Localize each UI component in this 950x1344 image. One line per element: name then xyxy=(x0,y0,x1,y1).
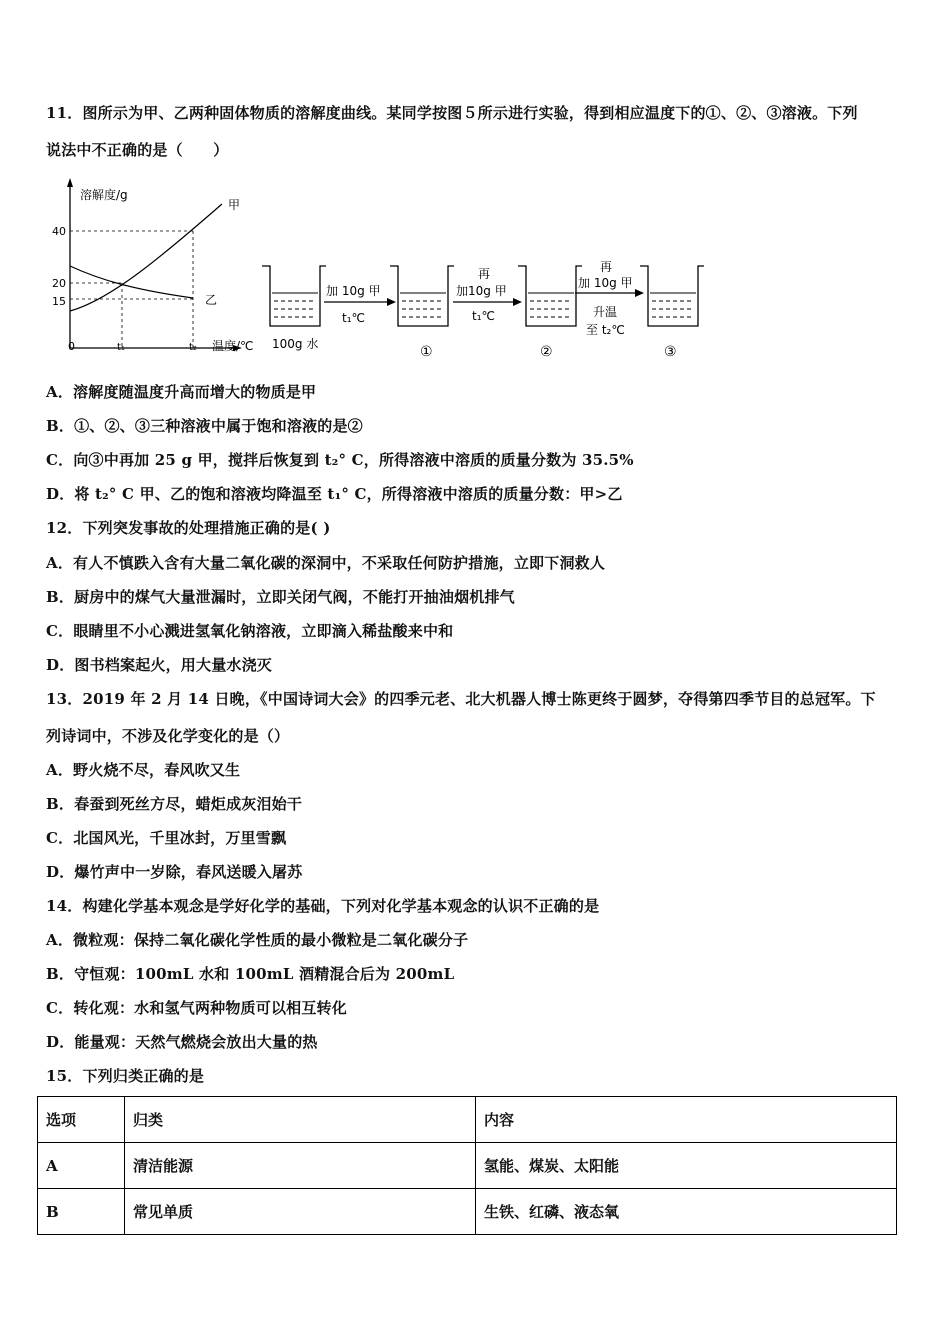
q12-stem: 12．下列突发事故的处理措施正确的是( ) xyxy=(46,519,331,537)
experiment-sequence xyxy=(262,260,704,360)
curve-yi xyxy=(70,266,193,298)
q14-stem: 14．构建化学基本观念是学好化学的基础，下列对化学基本观念的认识不正确的是 xyxy=(46,897,600,915)
q13-stem-line2: 列诗词中，不涉及化学变化的是（） xyxy=(46,727,290,745)
q13-option-b: B．春蚕到死丝方尽，蜡炬成灰泪始干 xyxy=(46,795,303,813)
step3-mid: 加 10g 甲 xyxy=(578,276,633,290)
q11-option-b: B．①、②、③三种溶液中属于饱和溶液的是② xyxy=(46,417,363,435)
y-tick-20: 20 xyxy=(52,277,66,290)
q14-option-a: A．微粒观：保持二氧化碳化学性质的最小微粒是二氧化碳分子 xyxy=(46,931,469,949)
guide-lines xyxy=(70,231,193,348)
table-cell: 清洁能源 xyxy=(125,1143,476,1189)
y-axis-label: 溶解度/g xyxy=(80,188,128,202)
beaker-3-label: ③ xyxy=(664,344,677,360)
q12-option-a: A．有人不慎跌入含有大量二氧化碳的深洞中，不采取任何防护措施，立即下洞救人 xyxy=(46,554,606,572)
curve-jia xyxy=(70,204,222,311)
q12-option-c: C．眼睛里不小心溅进氢氧化钠溶液，立即滴入稀盐酸来中和 xyxy=(46,622,454,640)
table-header-cell: 归类 xyxy=(125,1097,476,1143)
q14-option-d: D．能量观：天然气燃烧会放出大量的热 xyxy=(46,1033,318,1051)
curve-yi-label: 乙 xyxy=(205,293,218,307)
q11-option-d: D．将 t₂° C 甲、乙的饱和溶液均降温至 t₁° C，所得溶液中溶质的质量分数：甲>乙 xyxy=(46,485,623,503)
table-header-row xyxy=(38,1097,897,1143)
q13-option-c: C．北国风光，千里冰封，万里雪飘 xyxy=(46,829,287,847)
beaker-2-label: ② xyxy=(540,344,553,360)
q11-option-c: C．向③中再加 25 g 甲，搅拌后恢复到 t₂° C，所得溶液中溶质的质量分数为 35.5% xyxy=(46,451,634,469)
y-axis-arrow xyxy=(67,178,73,187)
beaker-start-label: 100g 水 xyxy=(272,337,319,351)
q13-option-d: D．爆竹声中一岁除，春风送暖入屠苏 xyxy=(46,863,303,881)
step3-bottom2: 至 t₂℃ xyxy=(586,323,625,337)
q11-figure xyxy=(40,178,740,368)
table-row xyxy=(38,1189,897,1235)
q13-option-a: A．野火烧不尽，春风吹又生 xyxy=(46,761,241,779)
q13-stem-line1: 13．2019 年 2 月 14 日晚，《中国诗词大会》的四季元老、北大机器人博士陈更终于圆梦，夺得第四季节目的总冠军。下 xyxy=(46,690,876,708)
beaker-2 xyxy=(518,266,582,326)
y-tick-40: 40 xyxy=(52,225,66,238)
step2-top: 再 xyxy=(478,267,491,281)
step2-mid: 加10g 甲 xyxy=(456,284,507,298)
q12-option-b: B．厨房中的煤气大量泄漏时，立即关闭气阀，不能打开抽油烟机排气 xyxy=(46,588,515,606)
solubility-graph xyxy=(52,178,254,353)
x-tick-0: 0 xyxy=(68,340,75,353)
x-axis-label: 温度/℃ xyxy=(212,339,254,353)
step2-bottom: t₁℃ xyxy=(472,309,495,323)
table-cell: 常见单质 xyxy=(125,1189,476,1235)
beaker-3 xyxy=(640,266,704,326)
beaker-1-label: ① xyxy=(420,344,433,360)
step1-bottom: t₁℃ xyxy=(342,311,365,325)
q12-option-d: D．图书档案起火，用大量水浇灭 xyxy=(46,656,273,674)
y-tick-15: 15 xyxy=(52,295,66,308)
table-header-cell: 选项 xyxy=(38,1097,125,1143)
table-cell: 生铁、红磷、液态氧 xyxy=(476,1189,897,1235)
arrow-step2-head xyxy=(513,298,522,306)
beaker-1 xyxy=(390,266,454,326)
arrow-step1-head xyxy=(387,298,396,306)
x-tick-t2: t₂ xyxy=(189,342,197,353)
step3-bottom1: 升温 xyxy=(593,305,618,319)
q15-stem: 15．下列归类正确的是 xyxy=(46,1067,205,1085)
step1-top: 加 10g 甲 xyxy=(326,284,381,298)
q11-stem-line2: 说法中不正确的是（ ） xyxy=(46,141,229,159)
step3-top: 再 xyxy=(600,260,613,274)
table-cell: A xyxy=(38,1143,125,1189)
table-cell: 氢能、煤炭、太阳能 xyxy=(476,1143,897,1189)
q14-option-c: C．转化观：水和氢气两种物质可以相互转化 xyxy=(46,999,347,1017)
q11-stem-line1: 11．图所示为甲、乙两种固体物质的溶解度曲线。某同学按图５所示进行实验，得到相应温度下的①、②、③溶液。下列 xyxy=(46,104,858,122)
curve-jia-label: 甲 xyxy=(228,198,241,212)
table-row xyxy=(38,1143,897,1189)
x-tick-t1: t₁ xyxy=(117,342,125,353)
table-cell: B xyxy=(38,1189,125,1235)
q11-option-a: A．溶解度随温度升高而增大的物质是甲 xyxy=(46,383,317,401)
q15-table xyxy=(37,1096,897,1235)
arrow-step3-head xyxy=(635,289,644,297)
beaker-start xyxy=(262,266,326,326)
table-header-cell: 内容 xyxy=(476,1097,897,1143)
q14-option-b: B．守恒观：100mL 水和 100mL 酒精混合后为 200mL xyxy=(46,965,455,983)
